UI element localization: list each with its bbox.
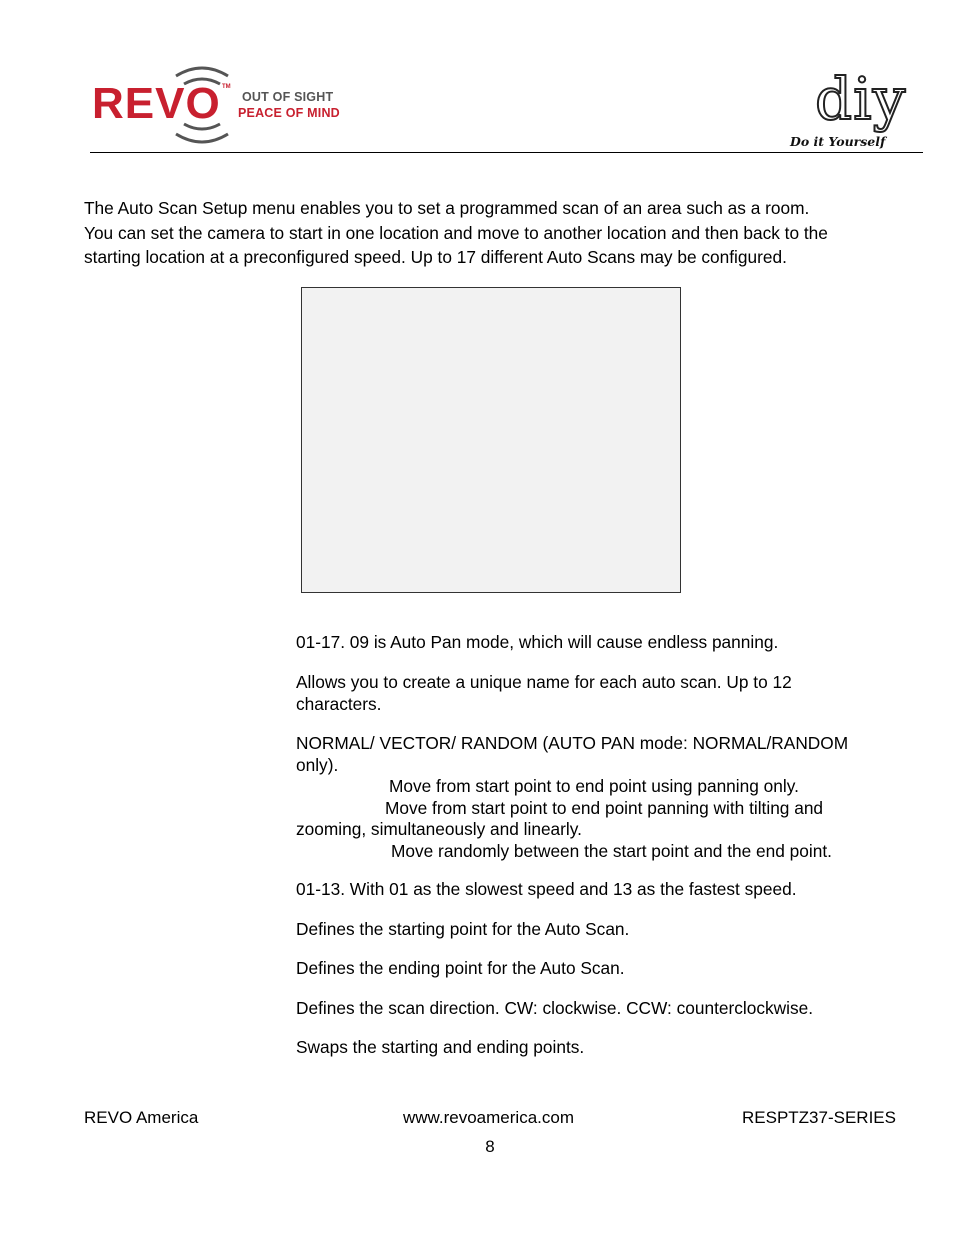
desc-mode-normal: Move from start point to end point using panning only.: [389, 776, 799, 796]
desc-swap: Swaps the starting and ending points.: [296, 1037, 585, 1057]
brand-name: REVO: [92, 79, 221, 128]
desc-mode-line-1: NORMAL/ VECTOR/ RANDOM (AUTO PAN mode: NORMAL/RANDOM: [296, 733, 849, 753]
page-number: 8: [485, 1137, 495, 1156]
desc-name: [296, 672, 916, 715]
desc-name-line-1: Allows you to create a unique name for each auto scan. Up to 12: [296, 672, 792, 692]
footer-model: RESPTZ37-SERIES: [742, 1108, 896, 1127]
intro-paragraph: [84, 196, 914, 270]
desc-scan-number: 01-17. 09 is Auto Pan mode, which will cause endless panning.: [296, 632, 779, 652]
desc-mode-line-2: only).: [296, 754, 339, 775]
tagline-line1: OUT OF SIGHT: [242, 90, 334, 104]
desc-mode-vector-line-2: zooming, simultaneously and linearly.: [296, 819, 582, 839]
desc-speed: 01-13. With 01 as the slowest speed and 13 as the fastest speed.: [296, 879, 797, 899]
intro-line-3: starting location at a preconfigured speed. Up to 17 different Auto Scans may be configured.: [84, 247, 787, 267]
footer-website: www.revoamerica.com: [403, 1108, 574, 1127]
footer-company: REVO America: [84, 1108, 199, 1127]
intro-line-2: You can set the camera to start in one location and move to another location and then back to the: [84, 222, 828, 243]
desc-mode: [296, 733, 916, 862]
desc-direction: Defines the scan direction. CW: clockwise. CCW: counterclockwise.: [296, 998, 814, 1018]
diy-wordmark: diy: [815, 65, 907, 133]
desc-mode-vector-line-1: Move from start point to end point panning with tilting and: [385, 797, 824, 818]
diy-logo: [788, 65, 924, 154]
desc-name-line-2: characters.: [296, 693, 382, 714]
header-divider: [90, 152, 923, 153]
intro-line-1: The Auto Scan Setup menu enables you to set a programmed scan of an area such as a room.: [84, 198, 810, 218]
desc-end-point: Defines the ending point for the Auto Scan.: [296, 958, 625, 978]
menu-screenshot-frame: [301, 287, 681, 593]
tagline-line2: PEACE OF MIND: [238, 106, 340, 120]
desc-start-point: Defines the starting point for the Auto Scan.: [296, 919, 630, 939]
revo-logo: [92, 62, 352, 148]
diy-subtitle: Do it Yourself: [790, 134, 886, 149]
trademark-mark: TM: [222, 84, 231, 90]
desc-mode-random: Move randomly between the start point and the end point.: [391, 840, 832, 861]
